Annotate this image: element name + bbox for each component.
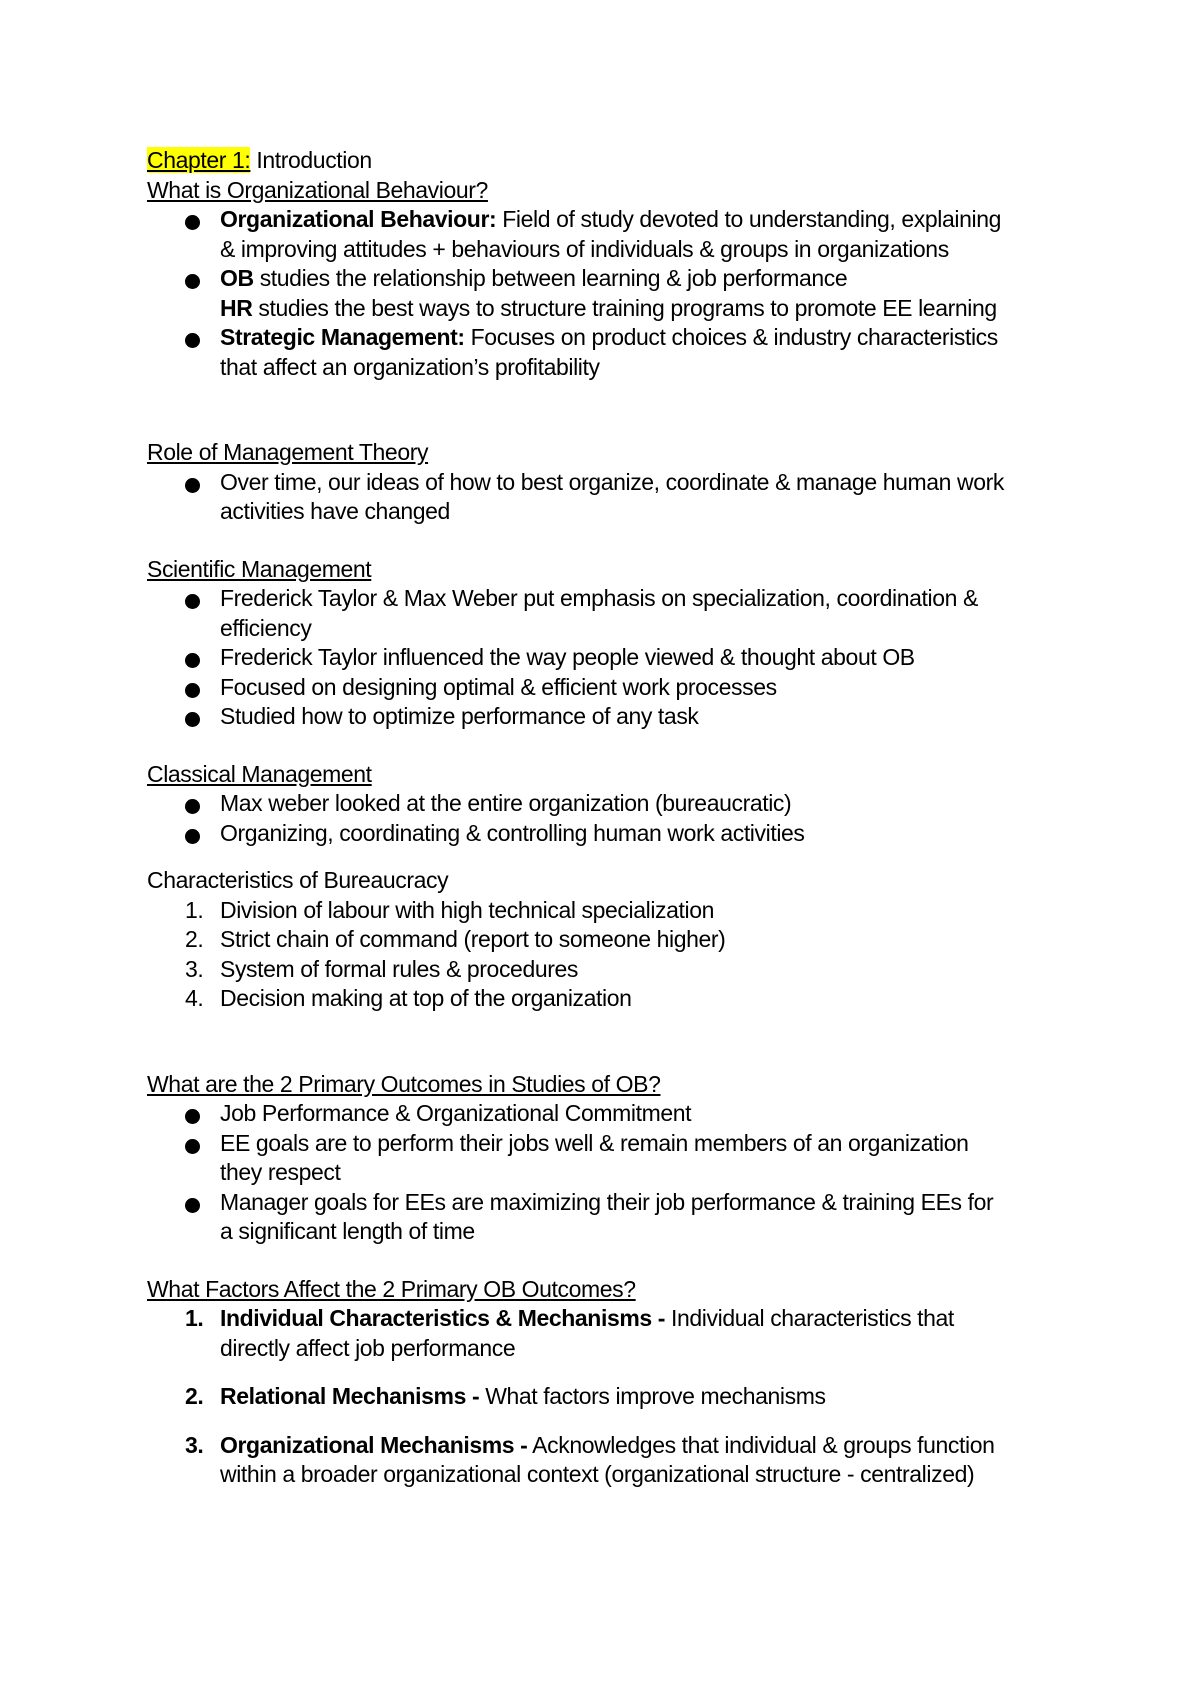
bullet-icon xyxy=(185,829,200,844)
term: Individual Characteristics & Mechanisms - xyxy=(220,1305,666,1331)
item-number: 2. xyxy=(185,926,204,952)
bullet-icon xyxy=(185,712,200,727)
list-item xyxy=(147,896,1100,926)
item-text: activities have changed xyxy=(220,498,450,524)
section-heading: What is Organizational Behaviour? xyxy=(147,176,488,203)
term: Strategic Management: xyxy=(220,324,465,350)
item-text: that affect an organization’s profitability xyxy=(220,353,600,380)
section-heading: What Factors Affect the 2 Primary OB Outcomes? xyxy=(147,1275,636,1302)
list-item xyxy=(147,264,1100,323)
item-text: Division of labour with high technical specialization xyxy=(220,896,715,923)
item-text: What factors improve mechanisms xyxy=(479,1383,826,1409)
bullet-icon xyxy=(185,653,200,668)
list-item xyxy=(147,984,1100,1014)
term: Organizational Behaviour: xyxy=(220,206,497,232)
numbered-list xyxy=(147,896,1100,1014)
item-text: Acknowledges that individual & groups function xyxy=(527,1431,995,1458)
item-text: studies the relationship between learning & job performance xyxy=(253,265,848,291)
chapter-title xyxy=(147,146,1100,176)
item-text: System of formal rules & procedures xyxy=(220,955,578,982)
term: HR xyxy=(220,294,253,321)
bullet-icon xyxy=(185,274,200,289)
item-number: 4. xyxy=(185,985,204,1011)
list-item xyxy=(147,673,1100,703)
chapter-name: Introduction xyxy=(250,147,372,173)
item-text: Focuses on product choices & industry characteristics xyxy=(464,324,998,350)
term: OB xyxy=(220,265,254,291)
item-text: studies the best ways to structure training programs to promote EE learning xyxy=(252,294,997,321)
numbered-list xyxy=(147,1304,1100,1490)
section-heading: Role of Management Theory xyxy=(147,439,429,465)
list-item xyxy=(147,1304,1100,1363)
bullet-icon xyxy=(185,1198,200,1213)
list-item xyxy=(147,1129,1100,1188)
bullet-list xyxy=(147,468,1100,527)
item-text: Over time, our ideas of how to best organize, coordinate & manage human work xyxy=(220,468,1004,495)
item-text: Max weber looked at the entire organization (bureaucratic) xyxy=(220,790,792,816)
item-text: Focused on designing optimal & efficient work processes xyxy=(220,673,777,700)
item-text: directly affect job performance xyxy=(220,1334,516,1361)
bullet-list xyxy=(147,205,1100,382)
bullet-icon xyxy=(185,333,200,348)
item-text: Decision making at top of the organization xyxy=(220,985,632,1011)
bullet-icon xyxy=(185,1139,200,1154)
list-item xyxy=(147,323,1100,382)
item-number: 1. xyxy=(185,1305,204,1331)
bullet-list xyxy=(147,584,1100,732)
item-number: 3. xyxy=(185,1431,204,1458)
item-text: Frederick Taylor influenced the way people viewed & thought about OB xyxy=(220,644,915,670)
item-text: Strict chain of command (report to someone higher) xyxy=(220,926,726,952)
list-item xyxy=(147,702,1100,732)
list-item xyxy=(147,205,1100,264)
item-text: Individual characteristics that xyxy=(665,1305,954,1331)
item-text: & improving attitudes + behaviours of individuals & groups in organizations xyxy=(220,235,949,262)
list-item xyxy=(147,1431,1100,1490)
list-item xyxy=(147,1382,1100,1412)
bullet-list xyxy=(147,789,1100,848)
section-heading: What are the 2 Primary Outcomes in Studies of OB? xyxy=(147,1070,661,1097)
list-item xyxy=(147,1188,1100,1247)
list-item xyxy=(147,789,1100,819)
section-heading: Characteristics of Bureaucracy xyxy=(147,867,449,893)
item-text: they respect xyxy=(220,1159,341,1185)
section-heading: Classical Management xyxy=(147,760,372,787)
bullet-icon xyxy=(185,215,200,230)
list-item xyxy=(147,1099,1100,1129)
list-item xyxy=(147,643,1100,673)
item-number: 2. xyxy=(185,1383,204,1409)
item-text: within a broader organizational context (organizational structure - centralized) xyxy=(220,1461,975,1487)
bullet-icon xyxy=(185,478,200,493)
item-text: Organizing, coordinating & controlling human work activities xyxy=(220,819,805,846)
bullet-list xyxy=(147,1099,1100,1247)
item-number: 3. xyxy=(185,955,204,982)
item-number: 1. xyxy=(185,896,204,923)
bullet-icon xyxy=(185,683,200,698)
chapter-label: Chapter 1: xyxy=(147,147,251,173)
item-text: Studied how to optimize performance of any task xyxy=(220,703,699,729)
item-text: Job Performance & Organizational Commitment xyxy=(220,1100,692,1126)
list-item xyxy=(147,584,1100,643)
list-item xyxy=(147,468,1100,527)
item-text: Field of study devoted to understanding, explaining xyxy=(496,206,1001,232)
item-text: EE goals are to perform their jobs well & remain members of an organization xyxy=(220,1129,969,1156)
term: Relational Mechanisms - xyxy=(220,1383,480,1409)
list-item xyxy=(147,819,1100,849)
item-text: Frederick Taylor & Max Weber put emphasis on specialization, coordination & xyxy=(220,585,978,611)
list-item xyxy=(147,955,1100,985)
item-text: Manager goals for EEs are maximizing their job performance & training EEs for xyxy=(220,1188,994,1215)
bullet-icon xyxy=(185,1109,200,1124)
list-item xyxy=(147,925,1100,955)
bullet-icon xyxy=(185,594,200,609)
term: Organizational Mechanisms - xyxy=(220,1431,528,1458)
bullet-icon xyxy=(185,799,200,814)
item-text: efficiency xyxy=(220,614,312,641)
section-heading: Scientific Management xyxy=(147,555,372,582)
item-text: a significant length of time xyxy=(220,1218,475,1244)
